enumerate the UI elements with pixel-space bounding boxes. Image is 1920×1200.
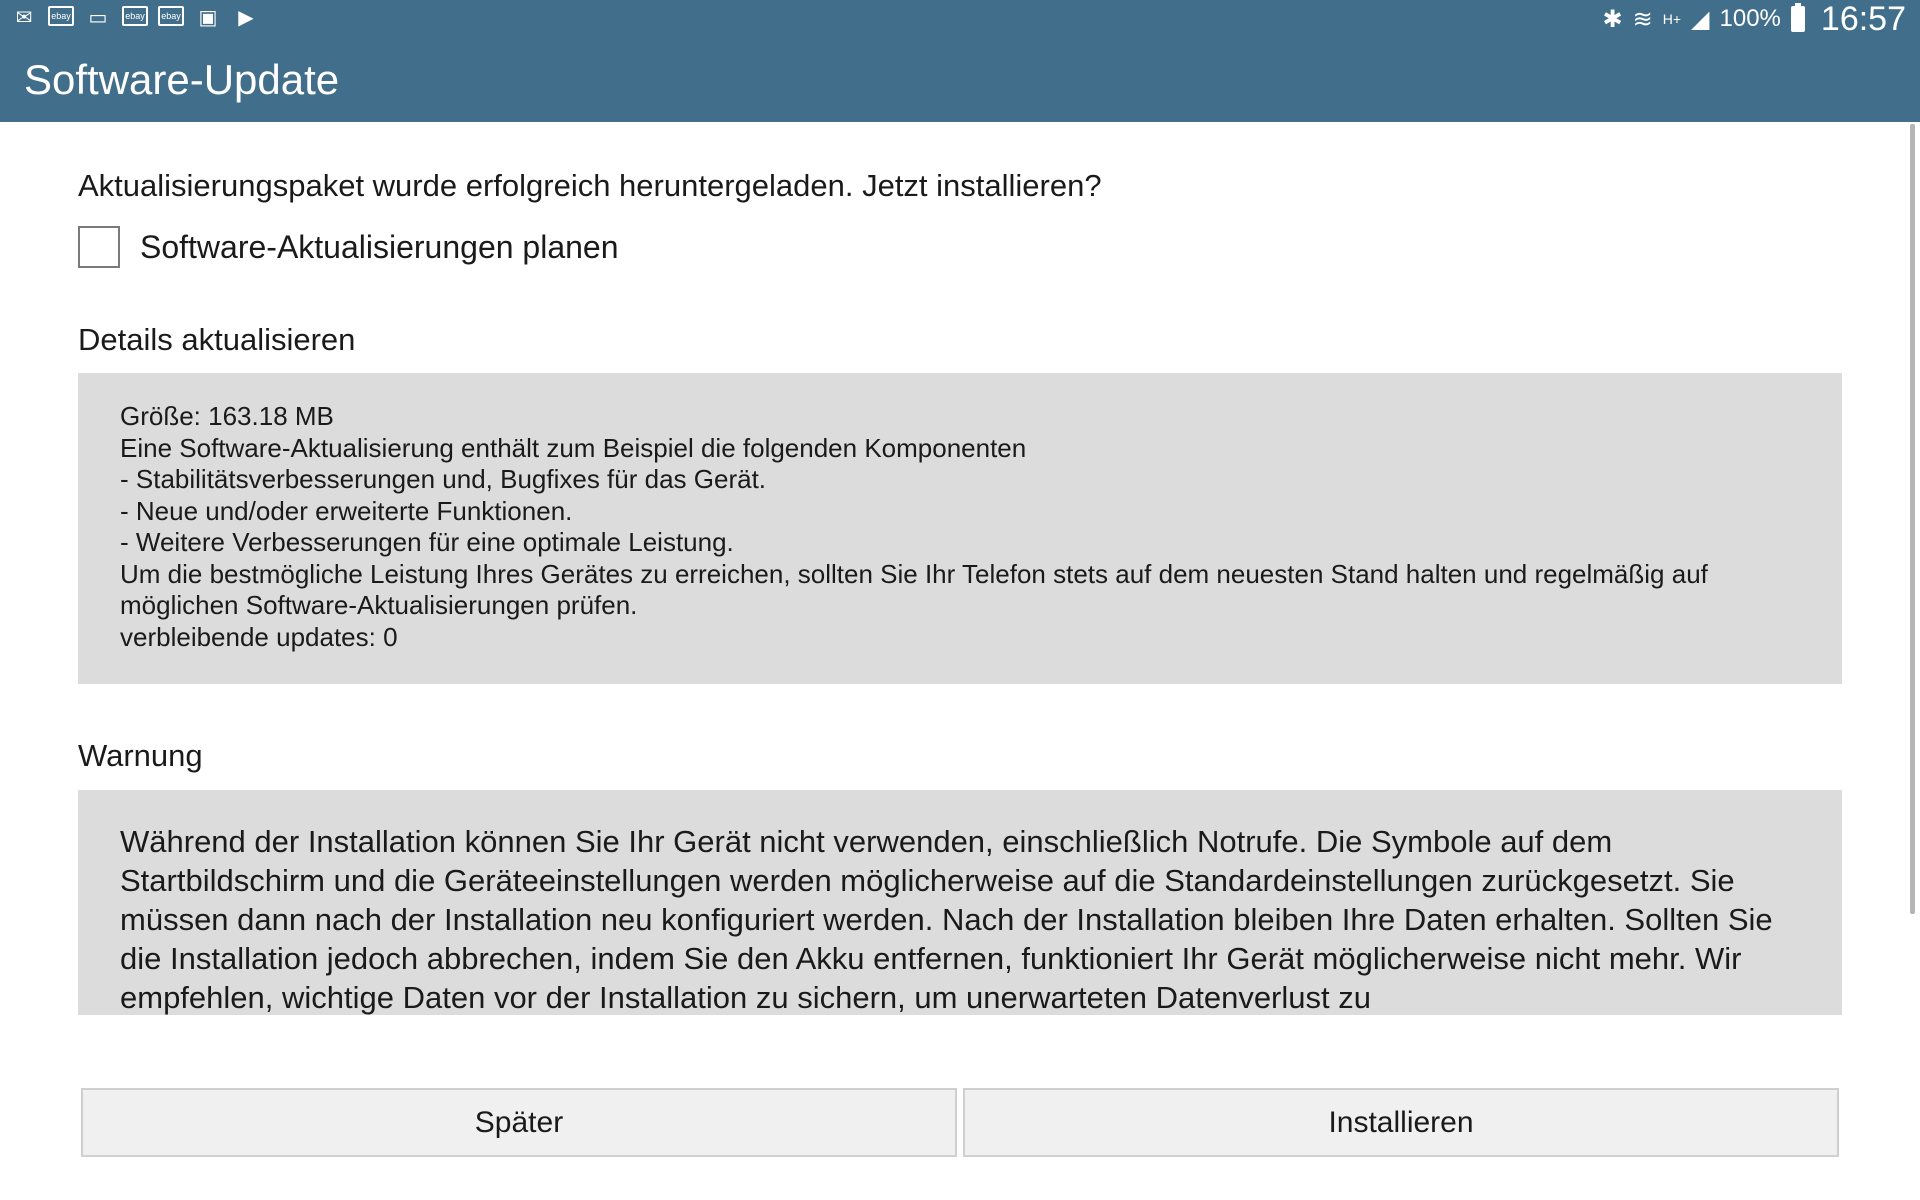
schedule-updates-checkbox[interactable] xyxy=(78,226,120,268)
notification-icons xyxy=(10,6,260,30)
network-type-icon: H+ xyxy=(1662,11,1682,27)
status-bar xyxy=(0,0,1920,38)
bluetooth-icon: ✱ xyxy=(1602,5,1623,33)
details-heading: Details aktualisieren xyxy=(78,322,356,357)
schedule-updates-label[interactable]: Software-Aktualisierungen planen xyxy=(140,228,619,265)
details-line: möglichen Software-Aktualisierungen prüfen. xyxy=(120,590,638,620)
battery-icon xyxy=(1791,6,1805,32)
store-icon: ▶ xyxy=(238,7,254,29)
details-line: - Stabilitätsverbesserungen und, Bugfixes für das Gerät. xyxy=(120,464,767,494)
schedule-updates-row[interactable] xyxy=(78,226,619,268)
ebay-icon: ebay xyxy=(122,6,148,26)
cast-icon: ▭ xyxy=(88,7,108,29)
warning-text: Während der Installation können Sie Ihr Gerät nicht verwenden, einschließlich Notrufe. Die Symbole auf dem Startbildschirm und die Geräteeinstellungen werden möglicherweise auf die Standardeinstellungen zurückgesetzt. Sie müssen dann nach der Installation neu konfiguriert werden. Nach der Installation bleiben Ihre Daten erhalten. Sollten Sie die Installation jedoch abbrechen, indem Sie den Akku entfernen, funktioniert Ihr Gerät möglicherweise nicht mehr. Wir empfehlen, wichtige Daten vor der Installation zu sichern, um unerwarteten Datenverlust zu xyxy=(120,824,1773,1015)
vibrate-icon: ≋ xyxy=(1632,5,1653,33)
details-line-size: Größe: 163.18 MB xyxy=(120,401,334,431)
later-button[interactable]: Später xyxy=(81,1088,957,1157)
warning-panel[interactable] xyxy=(78,790,1842,1015)
battery-percent: 100% xyxy=(1719,5,1781,32)
scrollbar[interactable] xyxy=(1910,124,1915,914)
ebay-icon: ebay xyxy=(48,6,74,26)
image-icon: ▣ xyxy=(198,7,218,29)
details-line-remaining: verbleibende updates: 0 xyxy=(120,621,398,652)
clock: 16:57 xyxy=(1820,0,1906,38)
install-button[interactable]: Installieren xyxy=(963,1088,1839,1157)
mail-icon: ✉ xyxy=(15,7,33,29)
action-bar xyxy=(0,38,1920,122)
page-title: Software-Update xyxy=(24,56,340,103)
details-line: Eine Software-Aktualisierung enthält zum Beispiel die folgenden Komponenten xyxy=(120,432,1027,463)
ebay-icon: ebay xyxy=(158,6,184,26)
details-line: Um die bestmögliche Leistung Ihres Gerätes zu erreichen, sollten Sie Ihr Telefon stets auf dem neuesten Stand halten und regelmäßig auf xyxy=(120,558,1708,589)
signal-icon: ◢ xyxy=(1691,5,1710,33)
warning-heading: Warnung xyxy=(78,738,203,773)
system-icons xyxy=(1603,0,1906,38)
details-panel xyxy=(78,373,1842,684)
details-line: - Weitere Verbesserungen für eine optimale Leistung. xyxy=(120,527,734,557)
install-question: Aktualisierungspaket wurde erfolgreich heruntergeladen. Jetzt installieren? xyxy=(78,168,1102,203)
details-line: - Neue und/oder erweiterte Funktionen. xyxy=(120,495,573,526)
